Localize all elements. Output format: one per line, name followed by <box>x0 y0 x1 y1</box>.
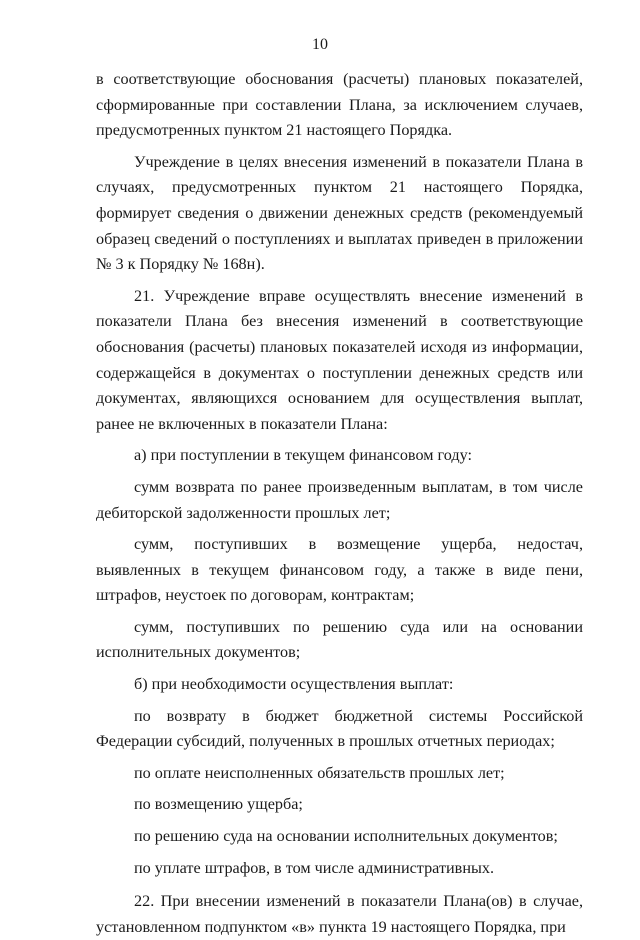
subitem-b-heading: б) при необходимости осуществления выплат: <box>134 675 454 694</box>
paragraph-cash-flow-info: Учреждение в целях внесения изменений в показатели Плана в случаях, предусмотренных пунктом 21 настоящего Порядка, формирует сведения о движении денежных средств (рекомендуемый образец сведений о поступлениях и выплатах приведен в приложении № 3 к Порядку № 168н). <box>96 152 583 274</box>
paragraph-item-22: 22. При внесении изменений в показатели Плана(ов) в случае, установленном подпунктом «в» пункта 19 настоящего Порядка, при <box>96 892 583 936</box>
subitem-a-heading: а) при поступлении в текущем финансовом году: <box>134 446 472 465</box>
document-body <box>96 67 583 940</box>
list-item-unfulfilled-obligations: по оплате неисполненных обязательств прошлых лет; <box>134 763 505 782</box>
list-item-court-decision-sums: сумм, поступивших по решению суда или на основании исполнительных документов; <box>96 617 583 662</box>
paragraph-continuation: в соответствующие обоснования (расчеты) плановых показателей, сформированные при составлении Плана, за исключением случаев, предусмотренных пунктом 21 настоящего Порядка. <box>96 70 583 140</box>
list-item-refund-sums: сумм возврата по ранее произведенным выплатам, в том числе дебиторской задолженности прошлых лет; <box>96 477 583 522</box>
list-item-fines: по уплате штрафов, в том числе административных. <box>134 858 494 877</box>
list-item-damage-compensation: по возмещению ущерба; <box>134 795 303 814</box>
list-item-court-decision: по решению суда на основании исполнительных документов; <box>134 827 558 846</box>
page-number: 10 <box>312 36 328 53</box>
list-item-subsidy-return: по возврату в бюджет бюджетной системы Российской Федерации субсидий, полученных в прошлых отчетных периодах; <box>96 706 583 751</box>
list-item-damage-compensation-sums: сумм, поступивших в возмещение ущерба, недостач, выявленных в текущем финансовом году, а также в виде пени, штрафов, неустоек по договорам, контрактам; <box>96 535 583 605</box>
paragraph-item-21: 21. Учреждение вправе осуществлять внесение изменений в показатели Плана без внесения изменений в соответствующие обоснования (расчеты) плановых показателей исходя из информации, содержащейся в документах о поступлении денежных средств или документах, являющихся основанием для осуществления выплат, ранее не включенных в показатели Плана: <box>96 286 583 433</box>
